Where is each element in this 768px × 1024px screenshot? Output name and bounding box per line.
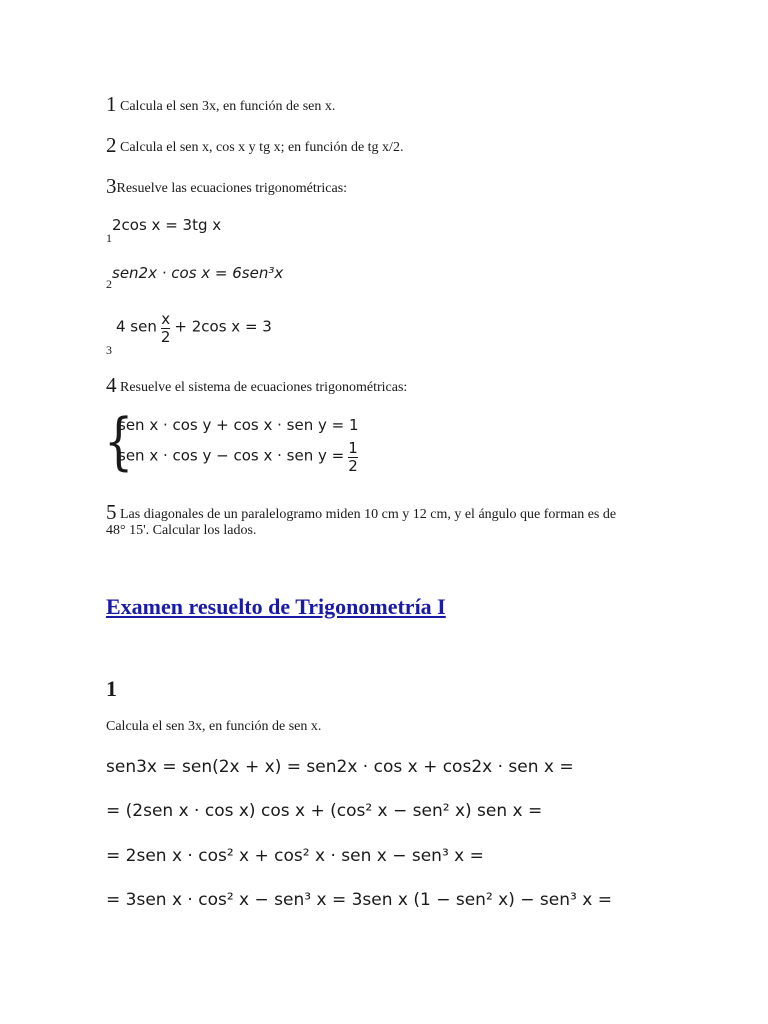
- equation-2: [106, 264, 284, 291]
- problem-number: 5: [106, 500, 117, 524]
- problem-text: Las diagonales de un paralelogramo miden 10 cm y 12 cm, y el ángulo que forman es de: [120, 507, 617, 522]
- equation-index: 2: [106, 277, 112, 291]
- equation-right: + 2cos x = 3: [174, 317, 272, 336]
- fraction-denominator: 2: [160, 327, 171, 346]
- equation-expression: sen2x · cos x = 6sen³x: [112, 264, 284, 282]
- problem-number: 1: [106, 92, 117, 116]
- problem-number: 3: [106, 174, 117, 198]
- equation-expression: 2cos x = 3tg x: [112, 216, 222, 234]
- equation-index: 1: [106, 231, 112, 245]
- problem-2: [106, 133, 403, 158]
- problem-1: [106, 92, 335, 117]
- fraction-numerator: x: [161, 310, 171, 328]
- problem-number: 4: [106, 373, 117, 397]
- system-row-2-left: sen x · cos y − cos x · sen y =: [118, 446, 345, 465]
- problem-5-continued: 48° 15'. Calcular los lados.: [106, 523, 257, 538]
- problem-text: Resuelve el sistema de ecuaciones trigonométricas:: [120, 380, 408, 395]
- fraction-denominator: 2: [348, 456, 358, 475]
- problem-text: Resuelve las ecuaciones trigonométricas:: [116, 181, 348, 196]
- problem-number: 2: [106, 133, 117, 157]
- problem-text: Calcula el sen x, cos x y tg x; en función de tg x/2.: [120, 140, 404, 155]
- system-row-1: sen x · cos y + cos x · sen y = 1: [118, 416, 359, 434]
- equation-3: [106, 310, 272, 357]
- problem-text: Calcula el sen 3x, en función de sen x.: [120, 99, 336, 114]
- equation-1: [106, 216, 222, 245]
- problem-4: [106, 373, 407, 398]
- equation-index: 3: [106, 342, 112, 357]
- problem-5: [106, 500, 616, 525]
- solution-step-1: sen3x = sen(2x + x) = sen2x · cos x + cos2x · sen x =: [106, 757, 574, 777]
- problem-3: [106, 174, 347, 199]
- fraction-numerator: 1: [348, 439, 358, 457]
- fraction-x-over-2: [161, 311, 171, 345]
- left-brace-icon: {: [104, 404, 134, 478]
- solution-step-3: = 2sen x · cos² x + cos² x · sen x − sen³ x =: [106, 846, 484, 866]
- exam-statement: Calcula el sen 3x, en función de sen x.: [106, 719, 322, 734]
- exam-title-link[interactable]: Examen resuelto de Trigonometría I: [106, 594, 446, 619]
- fraction-one-half: [348, 440, 358, 474]
- solution-step-2: = (2sen x · cos x) cos x + (cos² x − sen² x) sen x =: [106, 801, 543, 821]
- equation-left: 4 sen: [116, 317, 157, 336]
- section-heading: 1: [106, 676, 117, 701]
- system-row-2: [118, 440, 358, 474]
- solution-step-4: = 3sen x · cos² x − sen³ x = 3sen x (1 − sen² x) − sen³ x =: [106, 890, 612, 910]
